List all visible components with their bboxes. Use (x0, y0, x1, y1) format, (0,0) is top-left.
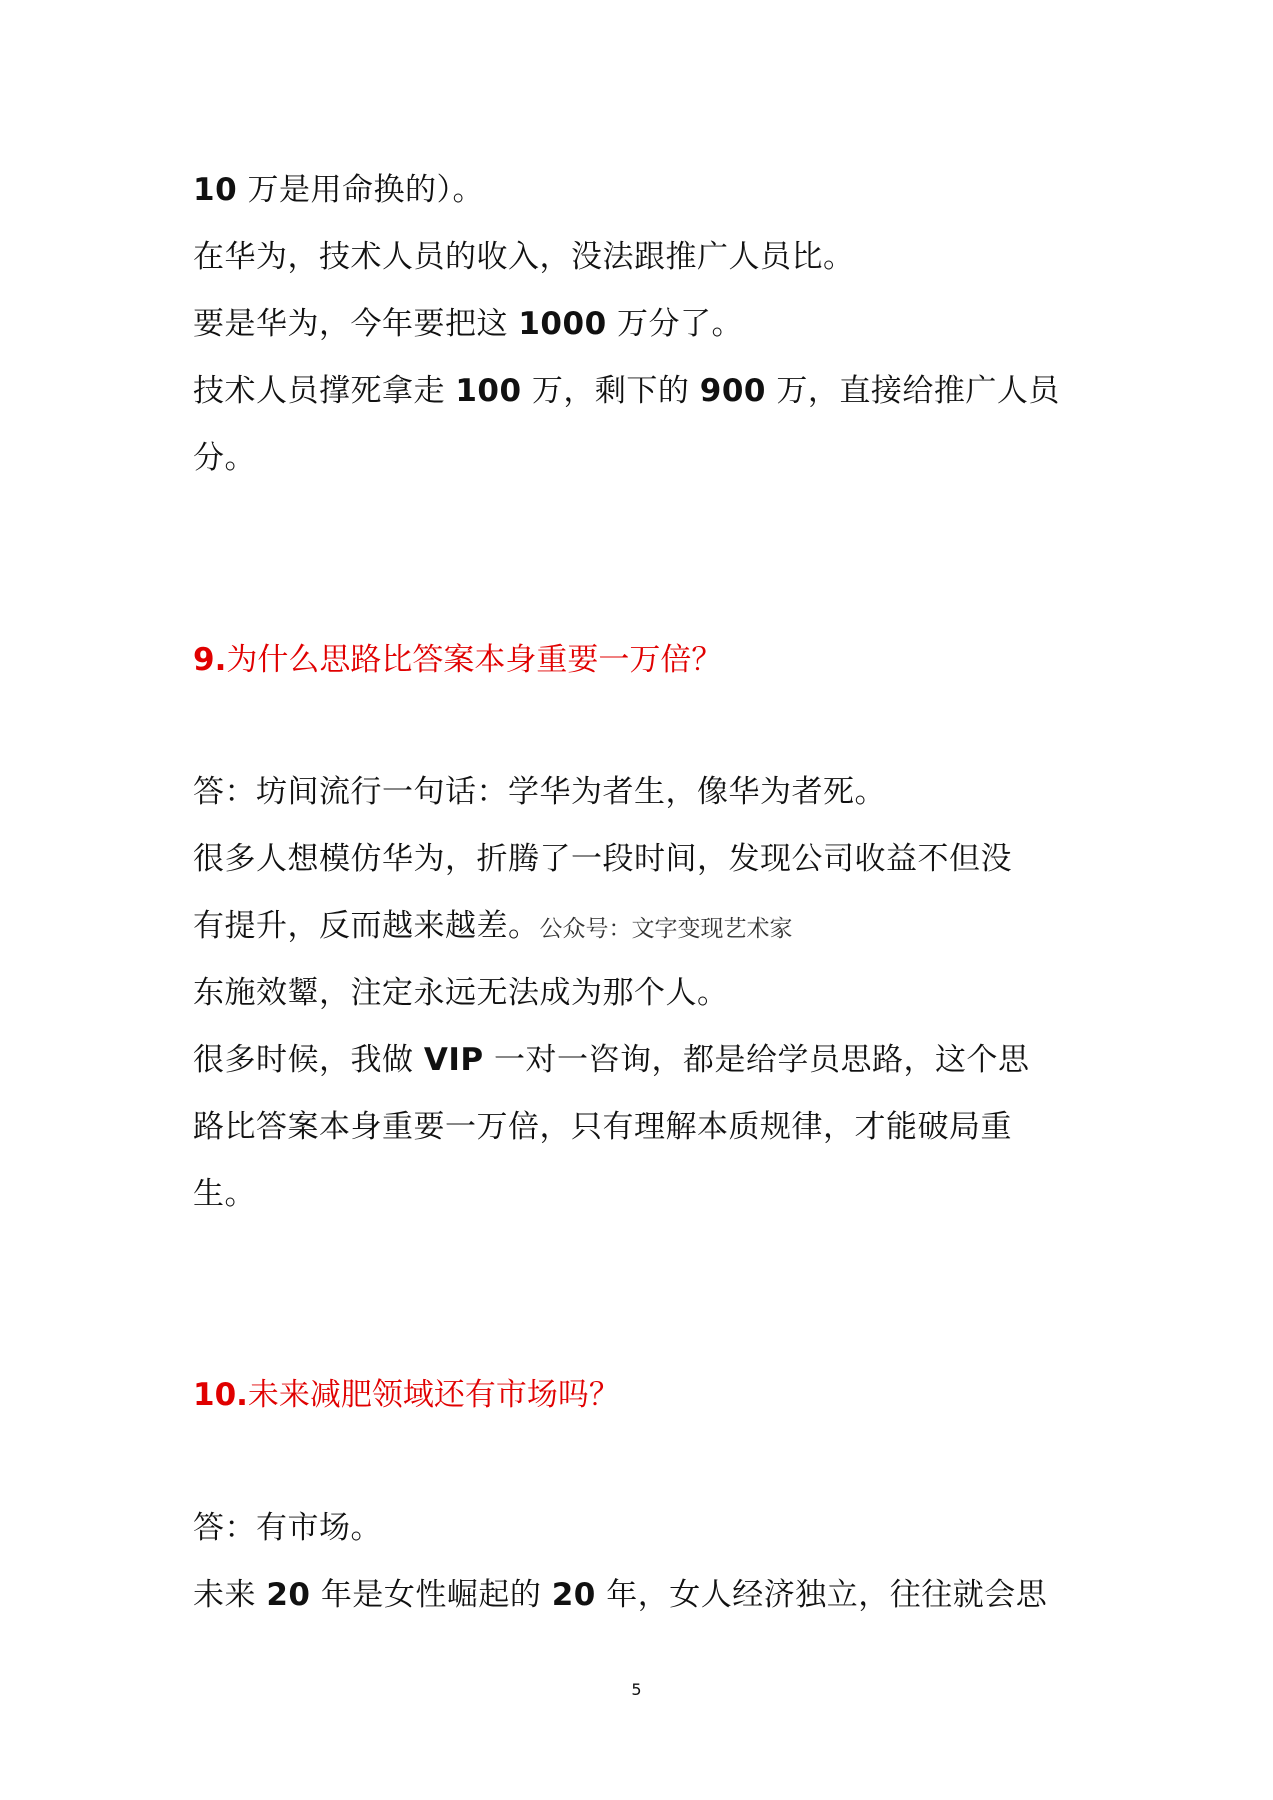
line-text: 技术人员撑死拿走 (193, 373, 456, 409)
section-heading-10 (193, 1375, 620, 1415)
line-text: 一对一咨询，都是给学员思路，这个思 (483, 1042, 1030, 1078)
text-line-s9-1 (193, 772, 886, 812)
page-number: 5 (631, 1680, 642, 1699)
line-text: 万是用命换的）。 (237, 172, 484, 208)
text-line-s10-2 (193, 1575, 1047, 1615)
heading-text: 为什么思路比答案本身重要一万倍？ (226, 642, 723, 678)
line-text: 年是女性崛起的 (310, 1577, 552, 1613)
text-line-s9-7 (193, 1174, 256, 1214)
heading-text: 未来减肥领域还有市场吗？ (247, 1377, 620, 1413)
text-line-5 (193, 438, 256, 478)
line-text: 很多人想模仿华为，折腾了一段时间，发现公司收益不但没 (193, 841, 1012, 877)
number-text: 10 (193, 172, 238, 208)
heading-number: 9. (193, 642, 227, 678)
line-text: 生。 (193, 1176, 256, 1212)
line-text: 年，女人经济独立，往往就会思 (595, 1577, 1048, 1613)
number-text: VIP (423, 1042, 484, 1078)
text-line-s9-6 (193, 1107, 1012, 1147)
line-text: 万分了。 (606, 306, 743, 342)
heading-number: 10. (193, 1377, 248, 1413)
number-text: 20 (266, 1577, 311, 1613)
text-line-s10-1 (193, 1508, 382, 1548)
text-line-s9-5 (193, 1040, 1029, 1080)
text-line-3 (193, 304, 743, 344)
number-text: 20 (551, 1577, 596, 1613)
line-text: 分。 (193, 440, 256, 476)
text-line-s9-3 (193, 906, 793, 949)
line-text: 路比答案本身重要一万倍，只有理解本质规律，才能破局重 (193, 1109, 1012, 1145)
line-text: 答：坊间流行一句话：学华为者生，像华为者死。 (193, 774, 886, 810)
number-text: 100 (455, 373, 522, 409)
line-text: 要是华为，今年要把这 (193, 306, 519, 342)
line-text: 万，直接给推广人员 (766, 373, 1060, 409)
text-line-4 (193, 371, 1060, 411)
line-text: 万，剩下的 (521, 373, 700, 409)
line-text: 答：有市场。 (193, 1510, 382, 1546)
line-text: 很多时候，我做 (193, 1042, 424, 1078)
line-text: 东施效颦，注定永远无法成为那个人。 (193, 975, 729, 1011)
text-line-s9-4 (193, 973, 729, 1013)
line-text: 在华为，技术人员的收入，没法跟推广人员比。 (193, 239, 855, 275)
number-text: 1000 (518, 306, 607, 342)
text-line-1 (193, 170, 484, 210)
text-line-2 (193, 237, 855, 277)
number-text: 900 (699, 373, 767, 409)
line-text: 未来 (193, 1577, 267, 1613)
watermark-text: 公众号：文字变现艺术家 (539, 916, 793, 942)
line-text: 有提升，反而越来越差。 (193, 908, 540, 944)
text-line-s9-2 (193, 839, 1012, 879)
section-heading-9 (193, 640, 722, 680)
